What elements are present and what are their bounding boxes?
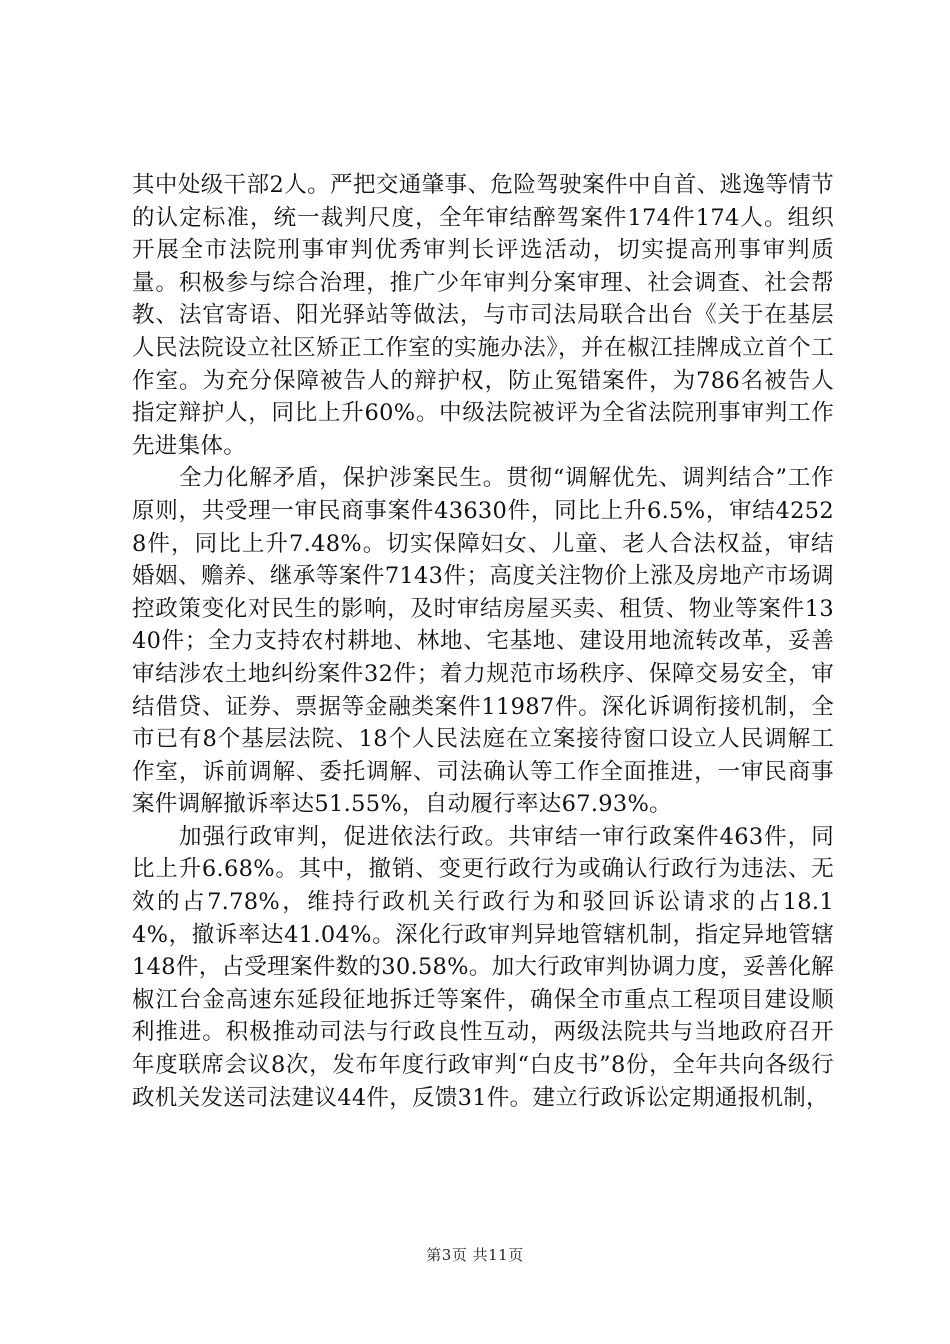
- paragraph-1: 其中处级干部2人。严把交通肇事、危险驾驶案件中自首、逃逸等情节的认定标准，统一裁判尺度，全年审结醉驾案件174件174人。组织开展全市法院刑事审判优秀审判长评选活动，切实提高刑事审判质量。积极参与综合治理，推广少年审判分案审理、社会调查、社会帮教、法官寄语、阳光驿站等做法，与市司法局联合出台《关于在基层人民法院设立社区矫正工作室的实施办法》，并在椒江挂牌成立首个工作室。为充分保障被告人的辩护权，防止冤错案件，为786名被告人指定辩护人，同比上升60%。中级法院被评为全省法院刑事审判工作先进集体。: [132, 172, 834, 459]
- paragraph-2: 全力化解矛盾，保护涉案民生。贯彻“调解优先、调判结合”工作原则，共受理一审民商事案件43630件，同比上升6.5%，审结42528件，同比上升7.48%。切实保障妇女、儿童、老人合法权益，审结婚姻、赡养、继承等案件7143件；高度关注物价上涨及房地产市场调控政策变化对民生的影响，及时审结房屋买卖、租赁、物业等案件1340件；全力支持农村耕地、林地、宅基地、建设用地流转改革，妥善审结涉农土地纠纷案件32件；着力规范市场秩序、保障交易安全，审结借贷、证券、票据等金融类案件11987件。深化诉调衔接机制，全市已有8个基层法院、18个人民法庭在立案接待窗口设立人民调解工作室，诉前调解、委托调解、司法确认等工作全面推进，一审民商事案件调解撤诉率达51.55%，自动履行率达67.93%。: [132, 465, 834, 818]
- body-text: [132, 169, 834, 1114]
- paragraph-3: 加强行政审判，促进依法行政。共审结一审行政案件463件，同比上升6.68%。其中，撤销、变更行政行为或确认行政行为违法、无效的占7.78%，维持行政机关行政行为和驳回诉讼请求的占18.14%，撤诉率达41.04%。深化行政审判异地管辖机制，指定异地管辖148件，占受理案件数的30.58%。加大行政审判协调力度，妥善化解椒江台金高速东延段征地拆迁等案件，确保全市重点工程项目建设顺利推进。积极推动司法与行政良性互动，两级法院共与当地政府召开年度联席会议8次，发布年度行政审判“白皮书”8份，全年共向各级行政机关发送司法建议44件，反馈31件。建立行政诉讼定期通报机制，: [132, 823, 834, 1111]
- page-number-footer: 第3页 共11页: [426, 1246, 524, 1264]
